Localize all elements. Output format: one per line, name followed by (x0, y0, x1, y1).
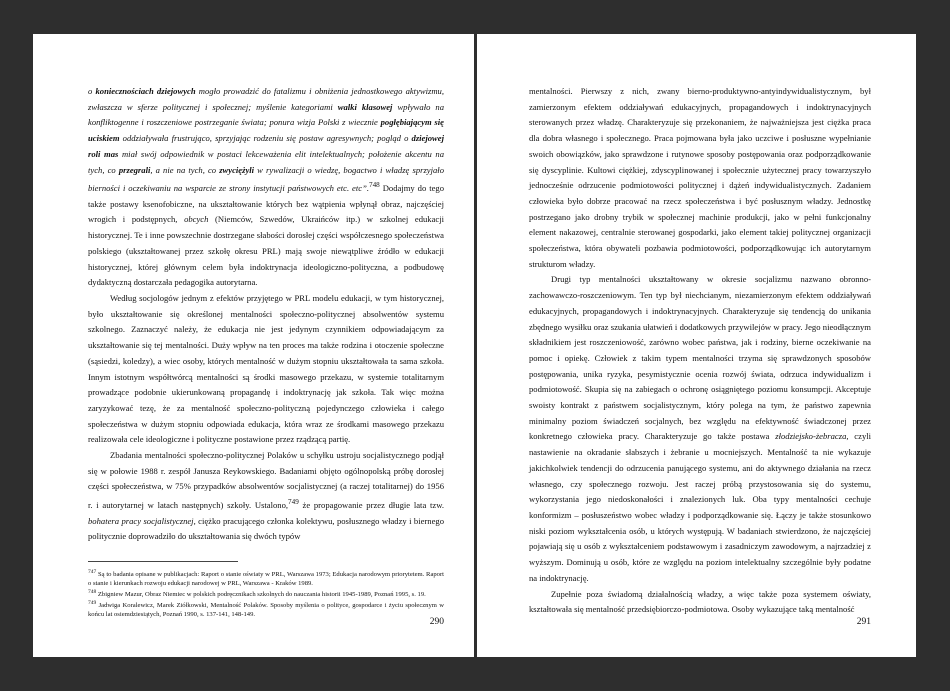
quote-run: oddziaływała frustrująco, sprzyjając rodzeniu się postaw agresywnych; pogląd o (119, 133, 412, 144)
left-paragraph-1 (88, 84, 444, 291)
left-quote (88, 86, 444, 193)
footnote-747: $^{747}$ Są to badania opisane w publikacjach: Raport o stanie oświaty w PRL, Warszawa 1973; Edukacja narodowym priorytetem. Raport o stanie i kierunkach rozwoju edukacji narodowej w PRL, Warszawa - Kraków 1989. (88, 569, 444, 587)
left-paragraph-2: Według socjologów jednym z efektów przyjętego w PRL modelu edukacji, w tym historycznej, było ukształtowanie się określonej mentalności społeczno-politycznej absolwentów systemu szkolnego. Zaznaczyć należy, że edukacja nie jest jedynym czynnikiem odpowiadającym za ukształtowanie się tej mentalności. Duży wpływ na ten proces ma także rodzina i otoczenie społeczne (sąsiedzi, koledzy), a wiec osoby, których mentalność w dużym stopniu ukształtowała ta sama szkoła. Innym istotnym współtwórcą mentalności są środki masowego przekazu, w systemie totalitarnym prowadzące podobnie ukierunkowaną propagandę i indoktrynację jak szkoła. Tak więc można zaryzykować tezę, że za mentalność społeczno-polityczną pojedynczego człowieka i całego społeczeństwa w dużym stopniu odpowiada edukacja, która wraz ze środkami masowego przekazu realizowała cele ideologiczne i polityczne postawione przez rządzącą partię. (88, 293, 444, 445)
page-number-right: 291 (856, 617, 871, 627)
footnote-749: $^{749}$ Jadwiga Koralewicz, Marek Ziółkowski, Mentalność Polaków. Sposoby myślenia o polityce, gospodarce i życiu społecznym w końcu lat osiemdziesiątych, Poznań 1990, s. 137-141, 148-149. (88, 600, 444, 618)
footnote-ref-748: 748 (369, 181, 380, 190)
quote-run: o (88, 86, 96, 96)
left-para3-b: że propagowanie przez długie lata tzw. (298, 500, 444, 510)
left-page (33, 34, 474, 657)
footnote-ref-749: 749 (288, 498, 299, 507)
quote-emphasis: walki klasowej (337, 101, 393, 112)
quote-run: mogło prowadzić do fatalizmu i obniżenia jednostkowego aktywizmu, zwłaszcza w sferze politycznej i społecznej; myślenie kategoriami (88, 86, 444, 112)
quote-emphasis: koniecznościach dziejowych (95, 86, 196, 96)
right-paragraph-3: Zupełnie poza świadomą działalnością władzy, a więc także poza systemem oświaty, kształtowała się mentalność przedsiębiorczo-podmiotowa. Osoby wykazujące taką mentalność (529, 588, 871, 615)
footnote-divider (88, 561, 238, 562)
quote-emphasis: dziejowej roli mas (88, 133, 444, 159)
left-para3-a: Zbadania mentalności społeczno-politycznej Polaków u schyłku ustroju socjalistycznego podjął się w połowie 1988 r. zespół Janusza Reykowskiego. Badaniami objęto ogólnopolską próbę dorosłej części społeczeństwa, w 75% przypadków absolwentów socjalistycznej (a raczej totalitarnej) do 1956 r. i autorytarnej w latach następnych) szkoły. Ustalono, (88, 450, 444, 510)
left-obcych: obcych (184, 214, 209, 225)
right-para2-italic: złodziejsko-żebracza (775, 431, 847, 442)
left-quote-tail: Dodajmy do tego także postawy ksenofobiczne, na ukształtowanie których bez wątpienia wpłynął obraz, najczęściej wrogich i podstępnych, (88, 183, 445, 225)
right-page (477, 34, 916, 657)
right-para2-a: Drugi typ mentalności ukształtowany w okresie socjalizmu nazwano obronno-zachowawczo-roszczeniowym. Ten typ był niechcianym, niezamierzonym efektem oddziaływań edukacyjnych, propagandowych i indoktrynacyjnych. Charakteryzuje się tendencją do unikania zbędnego wysiłku oraz szukania ułatwień i dodatkowych przywilejów w pracy. Jego nieodłącznym składnikiem jest roszczeniowość, zarówno wobec państwa, jak i rodziny, bierne oczekiwanie na pomoc i opiekę. Człowiek z takim typem mentalności trzyma się sprawdzonych sposobów postępowania, unika ryzyka, pesymistycznie ocenia rozwój świata, odrzuca indywidualizm i podmiotowość. Skupia się na zabiegach o ochronę osiągniętego poziomu konsumpcji. Akceptuje swoisty kontrakt z państwem socjalistycznym, który polega na tym, że państwo zapewnia minimalny poziom świadczeń socjalnych, bez względu na efektywność świadczonej przez konkretnego człowieka pracy. Charakteryzuje go także postawa (529, 274, 871, 442)
right-para2-b: , czyli nastawienie na okradanie słabszych i żebranie u mocniejszych. Mentalność ta nie wykazuje jakichkolwiek tendencji do odrzucenia panującego systemu, ani do aktywnego działania na rzecz własnego, czy społecznego rozwoju. Jest raczej próbą przystosowania się do systemu, wykorzystania jego niedoskonałości i znalezionych luk. Oba typy mentalności cechuje konformizm – posłuszeństwo wobec władzy i podporządkowanie się. Łączy je także stosunkowo niski poziom wykształcenia osób, u których występują. W badaniach stwierdzono, że najczęściej pojawiają się u osób z wykształceniem podstawowym i zasadniczym zawodowym, a najrzadziej z wyższym. Dominują u osób, które ze względu na poziom intelektualny szczególnie były podatne na indoktrynację. (529, 431, 872, 583)
right-paragraph-2 (529, 272, 871, 586)
quote-run: miał swój odpowiednik w postaci lekceważenia elit intelektualnych; położenie akcentu na tych, co (88, 148, 445, 175)
page-number-left: 290 (429, 617, 444, 627)
footnote-748: $^{748}$ Zbigniew Mazur, Obraz Niemiec w polskich podręcznikach szkolnych do nauczania historii 1945-1989, Poznań 1995, s. 19. (88, 588, 426, 599)
left-para3-c: , ciężko pracującego członka kolektywu, posłusznego władzy i biernego politycznie doprowadziło do ukształtowania się dwóch typów (88, 515, 444, 542)
quote-emphasis: przegrali (118, 164, 151, 175)
quote-run: wpływało na konfliktogenne i roszczeniowe postrzeganie świata; ponura wizja Polski z wiecznie (88, 101, 445, 128)
quote-run: , a nie na tych, co (150, 164, 220, 175)
left-paragraph-3 (88, 448, 444, 545)
right-paragraph-1: mentalności. Pierwszy z nich, zwany bierno-produktywno-antyindywidualistycznym, był zamierzonym efektem oddziaływań edukacyjnych, propagandowych i indoktrynacyjnych sterowanych przez władzę. Charakteryzuje się przekonaniem, że najważniejsza jest ciężka praca dla dobra własnego i społecznego. Praca pojmowana była jako uczciwe i posłuszne wypełnianie swoich obowiązków, jako sprawdzone i rutynowe sposoby postępowania oraz podporządkowanie się dyscyplinie. Kultowi ciężkiej, zdyscyplinowanej i społecznie użytecznej pracy towarzyszyło jednocześnie odrzucenie podmiotowości politycznej i dążeń indywidualistycznych. Zadaniem człowieka było dobrze pracować na rzecz społeczeństwa i być posłusznym władzy. Jednostkę postrzegano jako drobny trybik w społecznej machinie produkcji, jako w pełni funkcjonalny element nakazowej, centralnie sterowanej gospodarki, jako element takiej politycznej organizacji społeczeństwa, która obywateli pozbawia podmiotowości, podporządkowując ich autorytarnym strukturom władzy. (529, 86, 871, 269)
left-para3-italic: bohatera pracy socjalistycznej (88, 515, 194, 526)
quote-emphasis: zwyciężyli (219, 164, 255, 175)
quote-emphasis: pogłębiającym się uciskiem (88, 117, 444, 144)
quote-run: w rywalizacji o wiedzę, bogactwo i władzę sprzyjało bierności i oczekiwaniu na wsparcie ze strony instytucji państwowych etc. etc”. (88, 164, 444, 194)
left-quote-tail-end: (Niemców, Szwedów, Ukraińców itp.) w szkolnej edukacji historycznej. Te i inne powszechnie dostrzegane słabości dorosłej części współczesnego społeczeństwa polskiego (ukształtowanej przez szkołę okresu PRL) mają swoje niewątpliwe źródło w edukacji historycznej, której głównym celem była indoktrynacja ideologiczno-polityczna, a podbudowę dydaktyczną dostarczała pedagogika autorytarna. (88, 214, 444, 288)
